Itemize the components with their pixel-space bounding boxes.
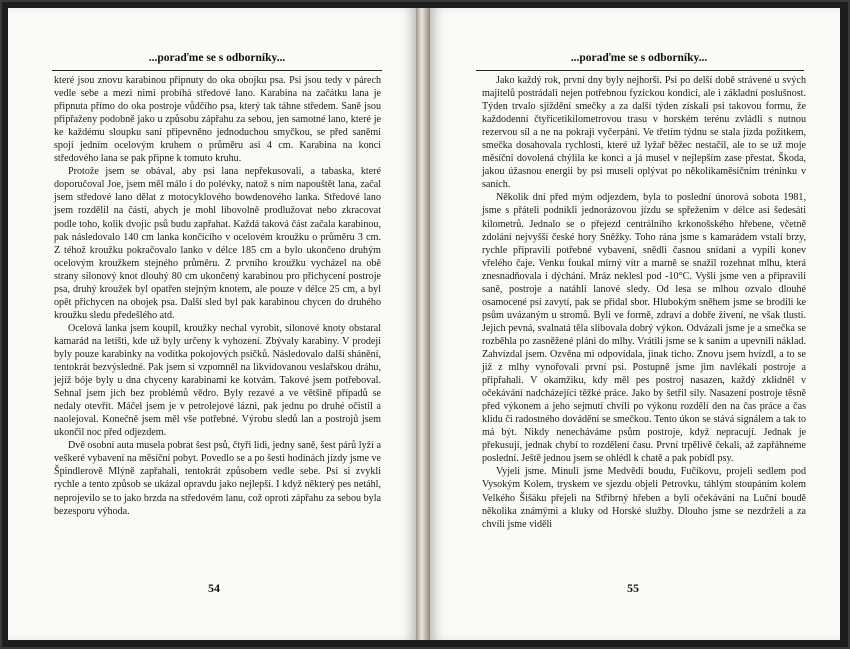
paragraph: Ocelová lanka jsem koupil, kroužky nechal vyrobit, silonové knoty obstaral kamarád na letišti, kde už byly určeny k vyhození. Zbývaly karabiny. V prodeji byly pouze karabinky na vodítka pokojových psíčků. Následovalo další shánění, tentokrát bezvýsledné. Pak jsem si vzpomněl na likvidovanou veslařskou dráhu, jejíž bóje byly u dna chyceny karabinami ke kotvám. Takové jsem potřeboval. Sehnal jsem jich bez problémů vědro. Byly rezavé a ve většině případů se nedaly otevřít. Máčel jsem je v petrolejové lázni, pak jednu po druhé očistil a naolejoval. Konečně jsem měl vše potřebné. Výrobu sledů lan a postrojů jsem ukončil noc před odjezdem. (54, 322, 381, 439)
paragraph: Jako každý rok, první dny byly nejhorší. Psi po delší době strávené u svých majitelů postrádali nejen potřebnou fyzickou kondici, ale i základní poslušnost. Týden trvalo sjíždění smečky a za další týden získali psi takovou formu, že každodenní čtyřicetikilometrovou trasu v horském terénu zvládli s nutnou rezervou síl a ne na pokraji vyčerpání. Ve třetím týdnu se stala jízda požitkem, smečka dosahovala rychlosti, které už lyžař běžec nestačil, ale to se už moje měsíční dovolená chýlila ke konci a já musel v nejlepším zase přestat. Škoda, jakou úžasnou energii by psi museli oplývat po několikaměsíčním tréninku v saních. (482, 75, 806, 191)
header-rule (52, 70, 382, 71)
page-header: ...poraďme se s odborníky... (570, 52, 708, 64)
paragraph: Protože jsem se obával, aby psi lana nepřekusovali, a tabaska, které doporučoval Joe, jsem měl málo i do polévky, natož s ním napouštět lana, začal jsem středové lano dělat z motocyklového bowdenového lanka. Středové lano jsem rozdělil na části, abych je mohl libovolně prodlužovat nebo zkracovat podle toho, kolik dvojic psů budu zapřahat. Každá taková část začala karabinou, pak následovalo 140 cm lanka končícího v ocelovém kroužku o průměru 3 cm. Z téhož kroužku pokračovalo lanko v délce 185 cm a bylo ukončeno druhým ocelovým kroužkem stejného průměru. Z prvního kroužku vycházel na obě strany silonový knot dlouhý 80 cm ukončený karabinou pro přichycení postroje psa, druhý kroužek byl opatřen stejným knotem, ale pouze v délce 25 cm, a byl opět přichycen na obojek psa. Další sled byl pak karabinou chycen do druhého kroužku sledu předešlého atd. (54, 166, 381, 321)
book-gutter (416, 8, 430, 640)
paragraph: Vyjeli jsme. Minuli jsme Medvědí boudu, Fučíkovu, projeli sedlem pod Vysokým Kolem, tryskem ve sjezdu objeli Petrovku, táhlým stoupáním kolem Velkého Šišáku přejeli na Stříbrný hřeben a byli očekáváni na Luční boudě několika známými a kluky od Horské služby. Dlouho jsme se nezdrželi a za chvíli jsme viděli (482, 466, 806, 530)
left-page (8, 8, 416, 640)
page-header: ...poraďme se s odborníky... (148, 52, 286, 64)
page-number: 54 (208, 581, 220, 595)
header-rule (476, 70, 804, 71)
book-spread (2, 2, 848, 647)
paragraph: Několik dní před mým odjezdem, byla to poslední únorová sobota 1981, jsme s přáteli podnikli jednorázovou jízdu se spřežením v délce asi šedesáti kilometrů. Jednalo se o přejezd centrálního krkonošského hřebene, včetně zdolání nejvyšší české hory Sněžky. Toho rána jsme s kamarádem vstali brzy, rychle připravili potřebné vybavení, snědli časnou snídani a vypili konev vřelého čaje. Venku foukal mírný vítr a marně se snažil rozehnat mlhu, která znesnadňovala i dýchání. Mráz neklesl pod -10°C. Vyšli jsme ven a připravili saně, postroje a natáhli lanové sledy. Od lesa se mlhou ozvalo dlouhé osamocené psí zavytí, pak se přidal sbor. Hlubokým sněhem jsme se brodili ke psům uvázaným u stromů. Byli ve formě, zdraví a dobře živení, ne však tlustí. Jejich pevná, svalnatá těla slibovala dobrý výkon. Odvázali jsme je a smečka se rozběhla po zasněžené pláni do mlhy. Vrátili jsme se k saním a upevnili náklad. Zahvízdal jsem. Ozvěna mi odpovídala, jinak ticho. Znovu jsem hvízdl, a to se již z mlhy vynořovali první psi. Postupně jsme jim navlékali postroje a připřahali. V okamžiku, kdy měl pes postroj nasazen, každý zklidněl v očekávání nadcházející těžké práce. Jako by šetřil síly. Nasazení postroje těsně před výkonem a jeho sejmutí chvíli po výkonu rozdělí den na čas práce a čas klidu či radostného dovádění se smečkou. Tento úkon se stává signálem a tak to má být. Nikdy nenecháváme psům postroje, když nepracují. Jednak je překusují, jednak chybí to rozdělení času. První trpělivě čekali, až zapřáhneme poslední. Ještě jednou jsem se ohlédl k chatě a pak pobídl psy. (482, 192, 806, 465)
body-text (482, 74, 806, 531)
paragraph: Dvě osobní auta musela pobrat šest psů, čtyři lidi, jedny saně, šest párů lyží a veškeré vybavení na měsíční pobyt. Povedlo se a po šesti hodinách jízdy jsme ve Špindlerově Mlýně zapřahali, tentokrát způsobem vedle sebe. Psi si zvykli rychle a tento způsob se ukázal opravdu jako nejlepší. I když některý pes netáhl, neprojevilo se to jako brzda na středovém lanu, což oproti zápřahu za sebou byla bezesporu výhoda. (54, 440, 381, 517)
right-page (430, 8, 840, 640)
page-number: 55 (627, 581, 639, 595)
body-text (54, 74, 381, 518)
paragraph: které jsou znovu karabinou připnuty do oka obojku psa. Psi jsou tedy v párech vedle sebe a mezi nimi probíhá středové lano. Karabina na začátku lana je připnuta přímo do oka postroje vůdčího psa, který tak táhne středem. Saně jsou připřaženy podobně jako u způsobu zápřahu za sebou, jen samotné lano, které je ke každému sloupku saní připevněno jednoduchou smyčkou, se před saněmi spojí jedním ocelovým kruhem o průměru asi 4 cm. Karabina na konci středového lana se pak připne k tomuto kruhu. (54, 75, 381, 165)
